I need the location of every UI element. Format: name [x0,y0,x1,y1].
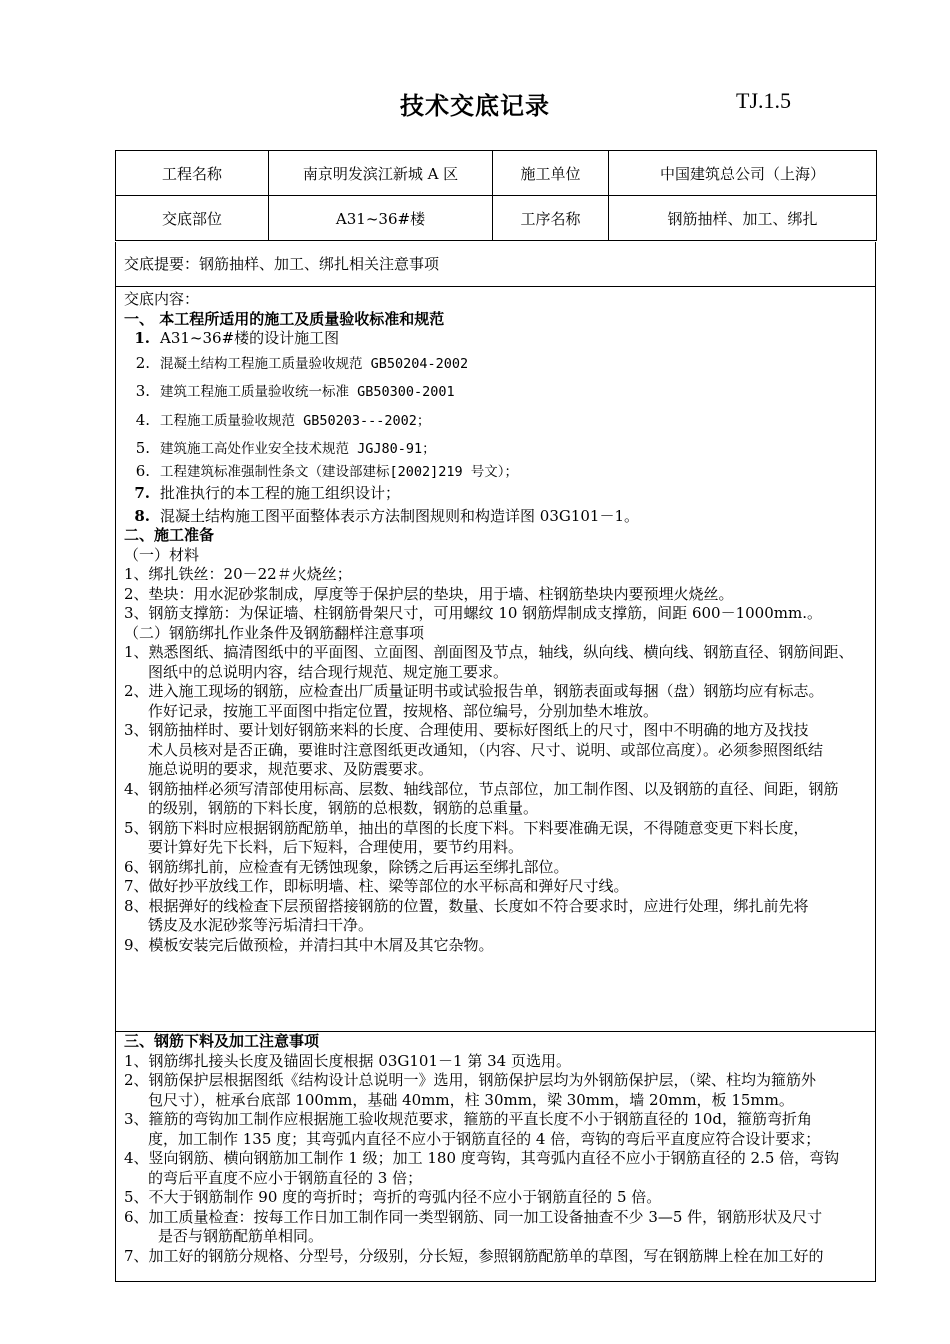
list-item: 2、进入施工现场的钢筋，应检查出厂质量证明书或试验报告单，钢筋表面或每捆（盘）钢筋均应有标志。 [124,682,824,700]
list-item: 8、根据弹好的线检查下层预留搭接钢筋的位置，数量、长度如不符合要求时，应进行处理，绑扎前先将 [124,896,809,915]
content-label: 交底内容： [124,290,200,308]
list-item: 1. A31~36#楼的设计施工图 [134,329,340,347]
section-2-title: 二、施工准备 [124,526,215,544]
project-name-value: 南京明发滨江新城 A 区 [269,151,493,196]
list-item: 2、垫块：用水泥砂浆制成，厚度等于保护层的垫块，用于墙、柱钢筋垫块内要预埋火烧丝。 [124,584,734,603]
list-item: 1、钢筋绑扎接头长度及锚固长度根据 03G101－1 第 34 页选用。 [124,1051,571,1070]
list-item: 1、绑扎铁丝：20－22＃火烧丝； [124,565,352,583]
handover-content [115,286,876,1032]
section-3 [115,1031,876,1282]
list-item: 9、模板安装完后做预检，并清扫其中木屑及其它杂物。 [124,935,494,954]
header-table [115,150,877,241]
project-name-label: 工程名称 [116,151,269,196]
list-item: 5. 建筑施工高处作业安全技术规范 JGJ80-91； [135,439,436,457]
list-item-continuation: 度，加工制作 135 度；其弯弧内直径不应小于钢筋直径的 4 倍，弯钩的弯后平直度应符合设计要求； [148,1129,821,1148]
list-item: 1、熟悉图纸、搞清图纸中的平面图、立面图、剖面图及节点，轴线，纵向线、横向线、钢筋直径、钢筋间距、 [124,643,854,661]
list-item: 2、钢筋保护层根据图纸《结构设计总说明一》选用，钢筋保护层均为外钢筋保护层，（梁、柱均为箍筋外 [124,1071,817,1089]
list-item: 7. 批准执行的本工程的施工组织设计； [134,484,401,502]
list-item-continuation: 作好记录，按施工平面图中指定位置，按规格、部位编号，分别加垫木堆放。 [148,701,659,720]
document-title: 技术交底记录 [400,91,550,120]
list-item-continuation: 锈皮及水泥砂浆等污垢清扫干净。 [148,916,374,934]
list-item-continuation: 术人员核对是否正确，要谁时注意图纸更改通知，（内容、尺寸、说明、或部位高度）。必须参照图纸结 [148,740,824,759]
construction-unit-value: 中国建筑总公司（上海） [609,151,877,196]
list-item: 4、竖向钢筋、横向钢筋加工制作 1 级；加工 180 度弯钩，其弯弧内直径不应小于钢筋直径的 2.5 倍，弯钩 [124,1149,840,1167]
list-item-continuation: 要计算好先下长料，后下短料，合理使用，要节约用料。 [148,838,524,856]
list-item-continuation: 图纸中的总说明内容，结合现行规范、规定施工要求。 [148,662,509,681]
list-item: 7、加工好的钢筋分规格、分型号，分级别，分长短，参照钢筋配筋单的草图，写在钢筋牌上栓在加工好的 [124,1246,824,1265]
handover-part-value: A31~36#楼 [269,196,493,241]
process-name-value: 钢筋抽样、加工、绑扎 [609,196,877,241]
list-item: 6. 工程建筑标准强制性条文（建设部建标[2002]219 号文）； [135,461,519,480]
list-item-continuation: 是否与钢筋配筋单相同。 [158,1227,324,1245]
list-item: 5、钢筋下料时应根据钢筋配筋单，抽出的草图的长度下料。下料要准确无误，不得随意变更下料长度， [124,818,809,837]
handover-part-label: 交底部位 [116,196,269,241]
list-item-continuation: 的弯后平直度不应小于钢筋直径的 3 倍； [148,1168,423,1187]
list-item: 5、不大于钢筋制作 90 度的弯折时；弯折的弯弧内径不应小于钢筋直径的 5 倍。 [124,1188,662,1206]
list-item: 3. 建筑工程施工质量验收统一标准 GB50300-2001 [135,382,455,400]
construction-unit-label: 施工单位 [493,151,609,196]
list-item: 6、加工质量检查：按每工作日加工制作同一类型钢筋、同一加工设备抽查不少 3—5 件，钢筋形状及尺寸 [124,1207,823,1226]
list-item: 3、钢筋支撑筋：为保证墙、柱钢筋骨架尺寸，可用螺纹 10 钢筋焊制成支撑筋，间距 600－1000mm.。 [124,604,822,622]
section-1-title: 一、 本工程所适用的施工及质量验收标准和规范 [124,309,445,328]
list-item: 4、钢筋抽样必须写清部使用标高、层数、轴线部位，节点部位，加工制作图、以及钢筋的直径、间距，钢筋 [124,779,839,798]
subsection-materials: （一）材料 [124,545,200,564]
list-item: 6、钢筋绑扎前，应检查有无锈蚀现象，除锈之后再运至绑扎部位。 [124,857,569,876]
list-item: 2. 混凝土结构工程施工质量验收规范 GB50204-2002 [135,353,469,372]
list-item: 4. 工程施工质量验收规范 GB50203---2002； [135,410,431,429]
subsection-conditions: （二）钢筋绑扎作业条件及钢筋翻样注意事项 [124,623,425,642]
list-item-continuation: 的级别，钢筋的下料长度，钢筋的总根数，钢筋的总重量。 [148,799,539,817]
section-3-title: 三、钢筋下料及加工注意事项 [124,1032,320,1050]
list-item: 8. 混凝土结构施工图平面整体表示方法制图规则和构造详图 03G101－1。 [134,506,640,525]
process-name-label: 工序名称 [493,196,609,241]
handover-summary: 交底提要：钢筋抽样、加工、绑扎相关注意事项 [115,242,876,287]
list-item: 3、箍筋的弯钩加工制作应根据施工验收规范要求，箍筋的平直长度不小于钢筋直径的 10d，箍筋弯折角 [124,1110,813,1128]
list-item: 7、做好抄平放线工作，即标明墙、柱、梁等部位的水平标高和弹好尺寸线。 [124,877,629,895]
list-item-continuation: 施总说明的要求，规范要求、及防震要求。 [148,760,434,778]
document-code: TJ.1.5 [736,88,791,113]
list-item-continuation: 包尺寸），桩承台底部 100mm，基础 40mm，柱 30mm，梁 30mm，墙 20mm，板 15mm。 [148,1090,794,1109]
list-item: 3、钢筋抽样时、要计划好钢筋来料的长度、合理使用、要标好图纸上的尺寸，图中不明确的地方及找技 [124,721,809,739]
